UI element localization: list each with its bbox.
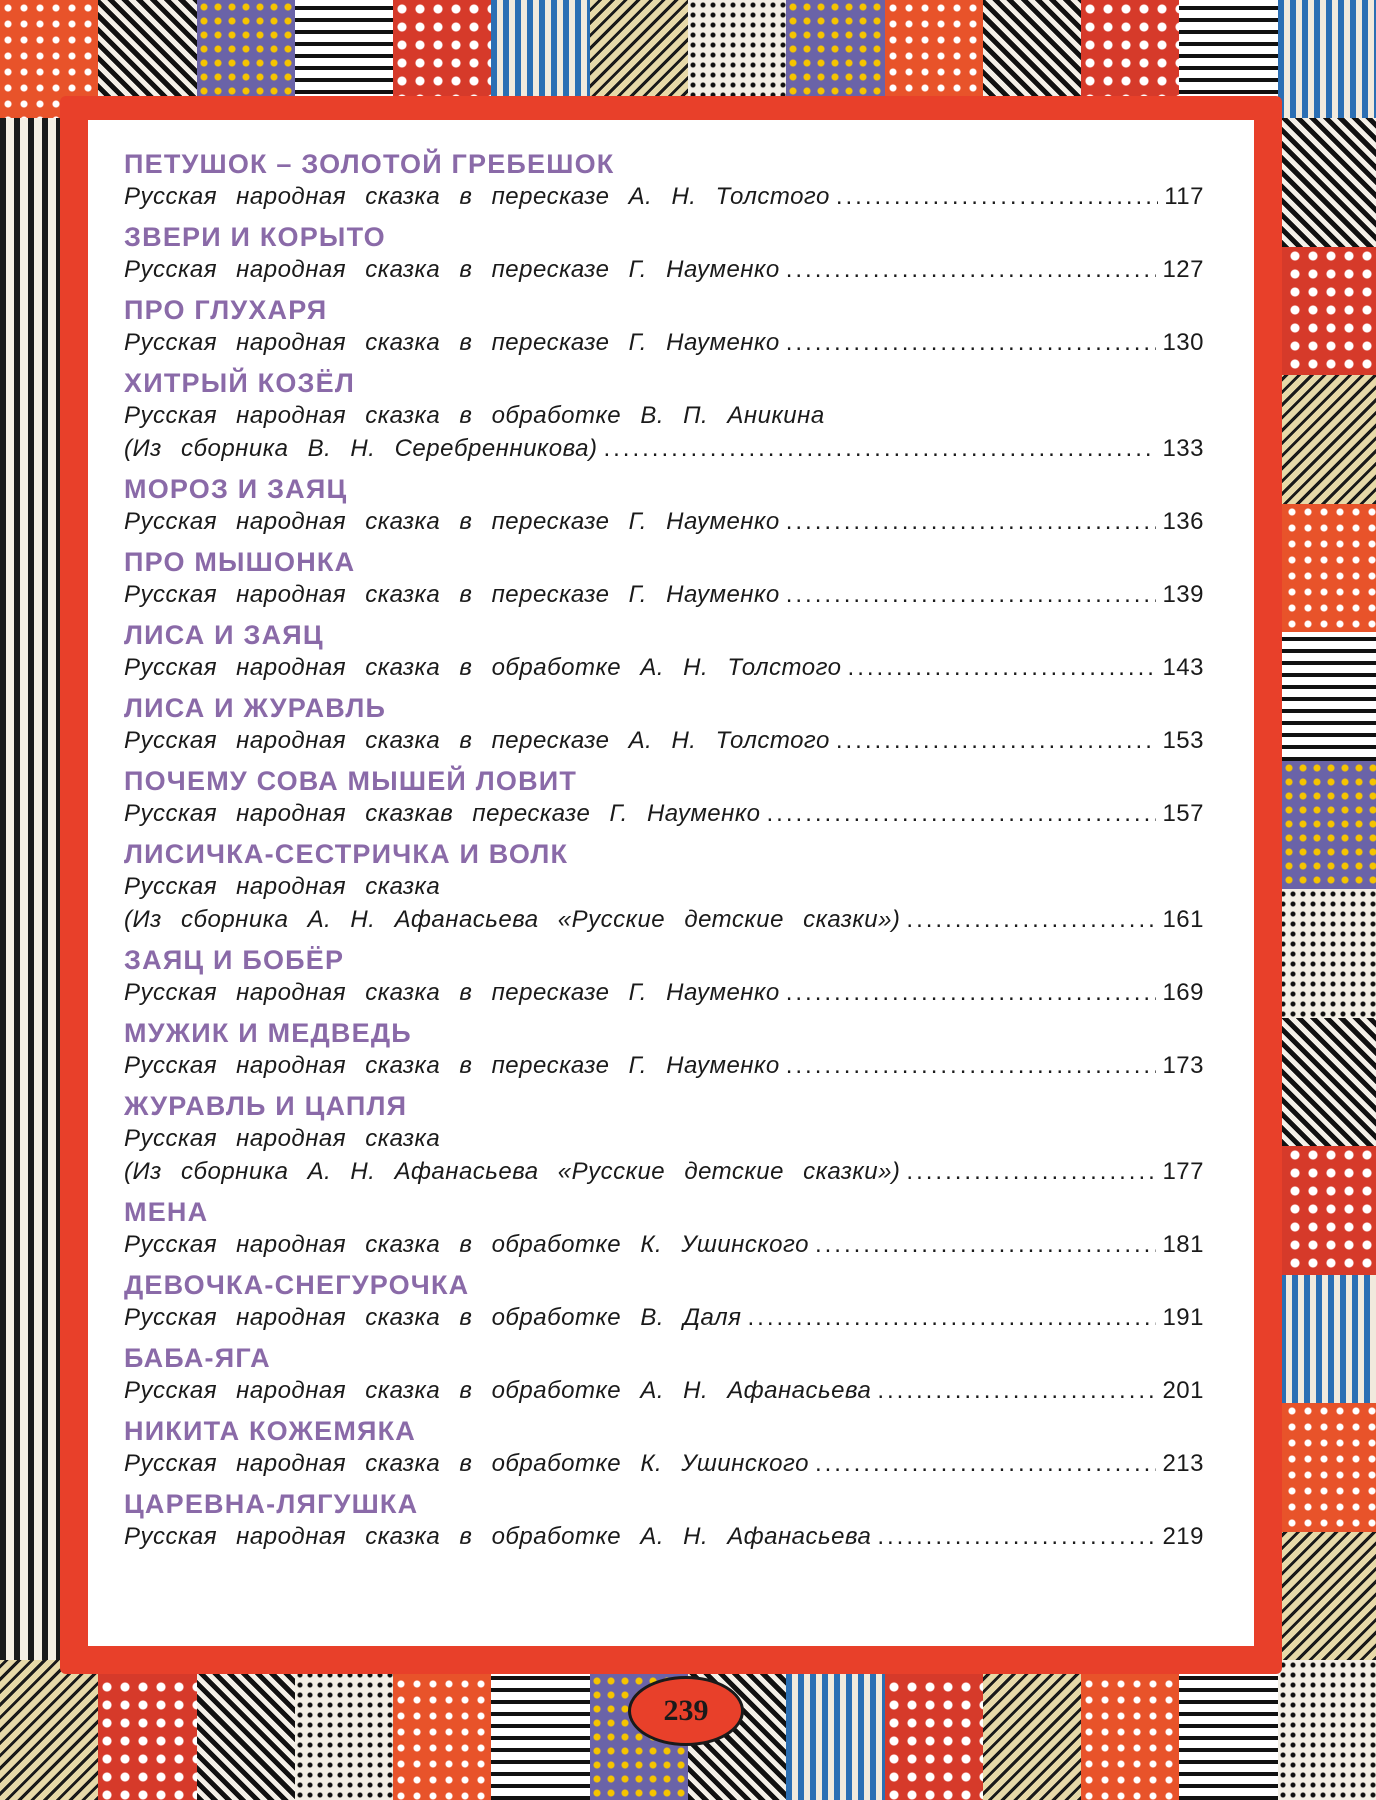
toc-entry-title: ЛИСИЧКА-СЕСТРИЧКА И ВОЛК bbox=[124, 839, 569, 869]
dot-leader bbox=[906, 1155, 1156, 1188]
toc-entry-line bbox=[124, 976, 1204, 1009]
toc-entry bbox=[124, 944, 1204, 1009]
toc-entry-description: Русская народная сказкав пересказе Г. Науменко bbox=[124, 800, 761, 827]
toc-entry bbox=[124, 765, 1204, 830]
toc-entry-line bbox=[124, 578, 1204, 611]
dot-leader bbox=[815, 1228, 1157, 1261]
toc-entry bbox=[124, 1415, 1204, 1480]
toc-entry-line bbox=[124, 253, 1204, 286]
dot-leader bbox=[603, 432, 1156, 465]
toc-page-number: 153 bbox=[1162, 727, 1204, 754]
toc-entry bbox=[124, 838, 1204, 936]
toc-entry-description: Русская народная сказка в пересказе А. Н. Толстого bbox=[124, 183, 830, 210]
dot-leader bbox=[748, 1301, 1157, 1334]
toc-page-number: 136 bbox=[1162, 508, 1204, 535]
toc-page-number: 177 bbox=[1162, 1158, 1204, 1185]
toc-entry bbox=[124, 1269, 1204, 1334]
toc-page-number: 161 bbox=[1162, 906, 1204, 933]
dot-leader bbox=[877, 1520, 1156, 1553]
toc-entry bbox=[124, 1090, 1204, 1188]
toc-entry-title: ПЕТУШОК – ЗОЛОТОЙ ГРЕБЕШОК bbox=[124, 149, 615, 179]
toc-entry-description: Русская народная сказка в обработке В. Даля bbox=[124, 1304, 742, 1331]
toc-entry-line bbox=[124, 1374, 1204, 1407]
dot-leader bbox=[836, 180, 1158, 213]
toc-page-number: 169 bbox=[1162, 979, 1204, 1006]
toc-page-number: 139 bbox=[1162, 581, 1204, 608]
toc-entry-title: ХИТРЫЙ КОЗЁЛ bbox=[124, 368, 356, 398]
toc-entry bbox=[124, 294, 1204, 359]
toc-page-number: 133 bbox=[1162, 435, 1204, 462]
dot-leader bbox=[786, 1049, 1157, 1082]
toc-entry-line bbox=[124, 1447, 1204, 1480]
table-of-contents bbox=[124, 148, 1204, 1561]
toc-page-number: 191 bbox=[1162, 1304, 1204, 1331]
toc-entry-line bbox=[124, 432, 1204, 465]
toc-entry-line bbox=[124, 1520, 1204, 1553]
toc-entry-line bbox=[124, 1049, 1204, 1082]
toc-page-number: 213 bbox=[1162, 1450, 1204, 1477]
toc-entry-line bbox=[124, 1155, 1204, 1188]
toc-entry-description: Русская народная сказка в пересказе Г. Науменко bbox=[124, 1052, 780, 1079]
toc-entry-title: НИКИТА КОЖЕМЯКА bbox=[124, 1416, 416, 1446]
toc-entry-description: Русская народная сказка в обработке А. Н. Толстого bbox=[124, 654, 842, 681]
toc-entry-description: Русская народная сказка в обработке К. Ушинского bbox=[124, 1231, 809, 1258]
toc-entry-description: Русская народная сказка в обработке В. П. Аникина bbox=[124, 402, 825, 429]
toc-entry bbox=[124, 221, 1204, 286]
dot-leader bbox=[786, 253, 1157, 286]
dot-leader bbox=[906, 903, 1156, 936]
dot-leader bbox=[877, 1374, 1156, 1407]
toc-entry-title: ДЕВОЧКА-СНЕГУРОЧКА bbox=[124, 1270, 470, 1300]
toc-entry bbox=[124, 692, 1204, 757]
toc-page-number: 181 bbox=[1162, 1231, 1204, 1258]
toc-entry bbox=[124, 1196, 1204, 1261]
toc-entry-line bbox=[124, 180, 1204, 213]
toc-page-number: 173 bbox=[1162, 1052, 1204, 1079]
toc-entry-description: Русская народная сказка bbox=[124, 1125, 441, 1152]
toc-page-number: 143 bbox=[1162, 654, 1204, 681]
toc-entry-description: Русская народная сказка в пересказе Г. Науменко bbox=[124, 581, 780, 608]
toc-entry-line bbox=[124, 651, 1204, 684]
toc-entry-description: Русская народная сказка bbox=[124, 873, 441, 900]
toc-entry-title: ЗАЯЦ И БОБЁР bbox=[124, 945, 345, 975]
toc-entry-title: ЖУРАВЛЬ И ЦАПЛЯ bbox=[124, 1091, 408, 1121]
toc-entry-line bbox=[124, 903, 1204, 936]
toc-entry bbox=[124, 1342, 1204, 1407]
toc-entry-description: Русская народная сказка в пересказе Г. Науменко bbox=[124, 979, 780, 1006]
toc-entry-description: Русская народная сказка в пересказе Г. Науменко bbox=[124, 329, 780, 356]
toc-entry-title: ЗВЕРИ И КОРЫТО bbox=[124, 222, 386, 252]
toc-page-number: 117 bbox=[1164, 183, 1204, 210]
toc-page-number: 127 bbox=[1162, 256, 1204, 283]
toc-entry-line bbox=[124, 399, 1204, 432]
toc-entry bbox=[124, 546, 1204, 611]
toc-page-number: 157 bbox=[1162, 800, 1204, 827]
toc-page-number: 219 bbox=[1162, 1523, 1204, 1550]
dot-leader bbox=[815, 1447, 1157, 1480]
toc-entry-title: ЛИСА И ЗАЯЦ bbox=[124, 620, 324, 650]
toc-entry-title: ЦАРЕВНА-ЛЯГУШКА bbox=[124, 1489, 419, 1519]
toc-page-number: 201 bbox=[1162, 1377, 1204, 1404]
toc-entry-title: МОРОЗ И ЗАЯЦ bbox=[124, 474, 348, 504]
toc-entry-line bbox=[124, 797, 1204, 830]
toc-entry-title: МУЖИК И МЕДВЕДЬ bbox=[124, 1018, 412, 1048]
toc-entry-description: Русская народная сказка в пересказе А. Н. Толстого bbox=[124, 727, 830, 754]
toc-entry-line bbox=[124, 1122, 1204, 1155]
toc-entry-description: Русская народная сказка в обработке А. Н. Афанасьева bbox=[124, 1377, 872, 1404]
dot-leader bbox=[767, 797, 1157, 830]
toc-entry-line bbox=[124, 1301, 1204, 1334]
dot-leader bbox=[786, 578, 1157, 611]
toc-entry-title: ПРО ГЛУХАРЯ bbox=[124, 295, 328, 325]
toc-entry bbox=[124, 1017, 1204, 1082]
toc-entry-line bbox=[124, 505, 1204, 538]
toc-entry-description: (Из сборника В. Н. Серебренникова) bbox=[124, 435, 598, 462]
toc-entry-description: (Из сборника А. Н. Афанасьева «Русские детские сказки») bbox=[124, 1158, 901, 1185]
dot-leader bbox=[836, 724, 1157, 757]
toc-entry bbox=[124, 367, 1204, 465]
dot-leader bbox=[786, 505, 1157, 538]
toc-entry bbox=[124, 1488, 1204, 1553]
toc-entry-title: ПОЧЕМУ СОВА МЫШЕЙ ЛОВИТ bbox=[124, 766, 578, 796]
toc-entry-title: ЛИСА И ЖУРАВЛЬ bbox=[124, 693, 387, 723]
toc-entry-line bbox=[124, 724, 1204, 757]
toc-entry-title: ПРО МЫШОНКА bbox=[124, 547, 356, 577]
dot-leader bbox=[786, 976, 1157, 1009]
toc-entry-description: Русская народная сказка в пересказе Г. Науменко bbox=[124, 256, 780, 283]
toc-entry-description: Русская народная сказка в обработке А. Н. Афанасьева bbox=[124, 1523, 872, 1550]
toc-entry-line bbox=[124, 326, 1204, 359]
toc-entry-description: Русская народная сказка в обработке К. Ушинского bbox=[124, 1450, 809, 1477]
toc-entry-line bbox=[124, 1228, 1204, 1261]
dot-leader bbox=[848, 651, 1157, 684]
dot-leader bbox=[786, 326, 1157, 359]
toc-page-number: 130 bbox=[1162, 329, 1204, 356]
page-number: 239 bbox=[663, 1694, 709, 1727]
decorative-border-right bbox=[1268, 118, 1376, 1660]
toc-entry-description: Русская народная сказка в пересказе Г. Науменко bbox=[124, 508, 780, 535]
page-number-badge bbox=[628, 1676, 744, 1746]
toc-entry-line bbox=[124, 870, 1204, 903]
toc-entry bbox=[124, 473, 1204, 538]
toc-entry bbox=[124, 619, 1204, 684]
toc-entry-title: БАБА-ЯГА bbox=[124, 1343, 271, 1373]
toc-entry bbox=[124, 148, 1204, 213]
toc-entry-description: (Из сборника А. Н. Афанасьева «Русские детские сказки») bbox=[124, 906, 901, 933]
toc-entry-title: МЕНА bbox=[124, 1197, 209, 1227]
